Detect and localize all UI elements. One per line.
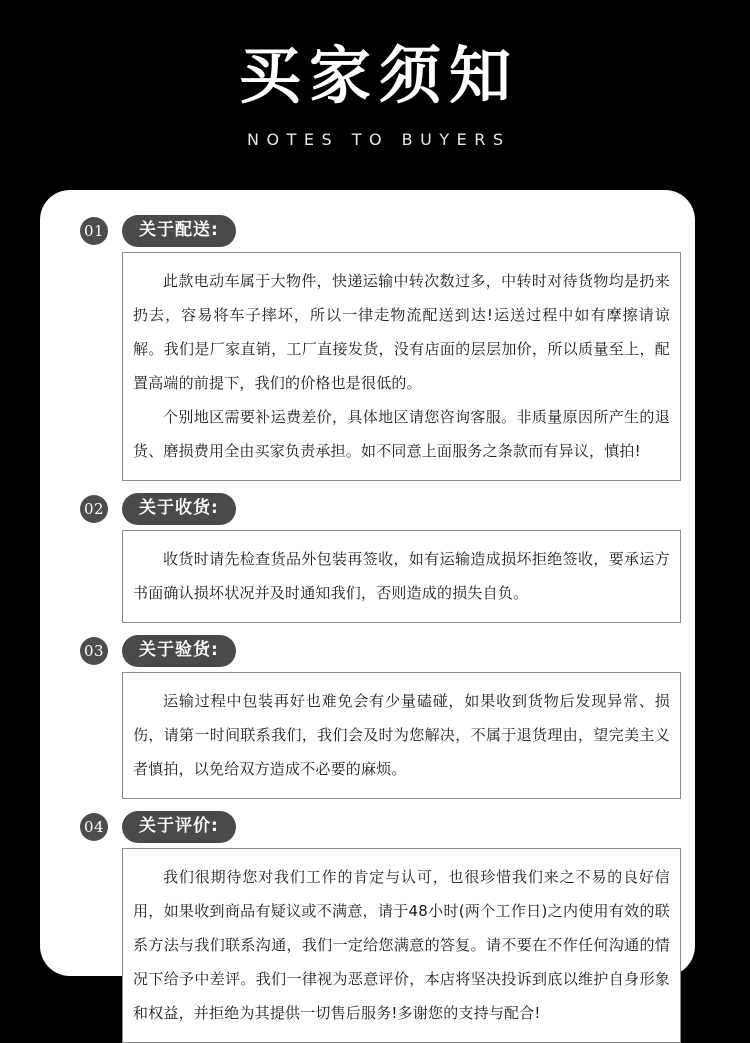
section-header [80,812,687,842]
section-number-badge: 04 [80,813,108,841]
paragraph: 我们很期待您对我们工作的肯定与认可，也很珍惜我们来之不易的良好信用，如果收到商品有疑议或不满意，请于48小时(两个工作日)之内使用有效的联系方法与我们联系沟通，我们一定给您满意的答复。请不要在不作任何沟通的情况下给予中差评。我们一律视为恶意评价，本店将坚决投诉到底以维护自身形象和权益，并拒绝为其提供一切售后服务!多谢您的支持与配合! [133,868,670,1022]
section-textbox [122,672,681,799]
section-textbox [122,848,681,1043]
section-about-reviews [40,812,695,1043]
notes-card [40,190,695,1022]
section-label-pill: 关于收货: [122,493,236,525]
section-textbox [122,252,681,481]
section-label-pill: 关于验货: [122,635,236,667]
section-number-badge: 03 [80,637,108,665]
section-number-badge: 01 [80,217,108,245]
paragraph: 收货时请先检查货品外包装再签收，如有运输造成损坏拒绝签收，要承运方书面确认损坏状况并及时通知我们，否则造成的损失自负。 [133,550,670,602]
paragraph: 个别地区需要补运费差价，具体地区请您咨询客服。非质量原因所产生的退货、磨损费用全由买家负责承担。如不同意上面服务之条款而有异议，慎拍! [133,408,670,460]
section-header [80,216,687,246]
section-label-pill: 关于配送: [122,215,236,247]
section-about-shipping [40,216,695,481]
paragraph: 此款电动车属于大物件，快递运输中转次数过多，中转时对待货物均是扔来扔去，容易将车子摔坏，所以一律走物流配送到达!运送过程中如有摩擦请谅解。我们是厂家直销，工厂直接发货，没有店面的层层加价，所以质量至上，配置高端的前提下，我们的价格也是很低的。 [133,272,670,392]
section-about-inspection [40,636,695,799]
section-header [80,494,687,524]
page-subtitle: NOTES TO BUYERS [247,130,511,150]
section-textbox [122,530,681,623]
page-header [0,0,750,148]
paragraph: 运输过程中包装再好也难免会有少量磕碰，如果收到货物后发现异常、损伤，请第一时间联系我们，我们会及时为您解决，不属于退货理由，望完美主义者慎拍，以免给双方造成不必要的麻烦。 [133,692,670,778]
section-label-pill: 关于评价: [122,811,236,843]
section-number-badge: 02 [80,495,108,523]
section-about-receiving [40,494,695,623]
section-header [80,636,687,666]
page-title: 买家须知 [238,39,519,112]
